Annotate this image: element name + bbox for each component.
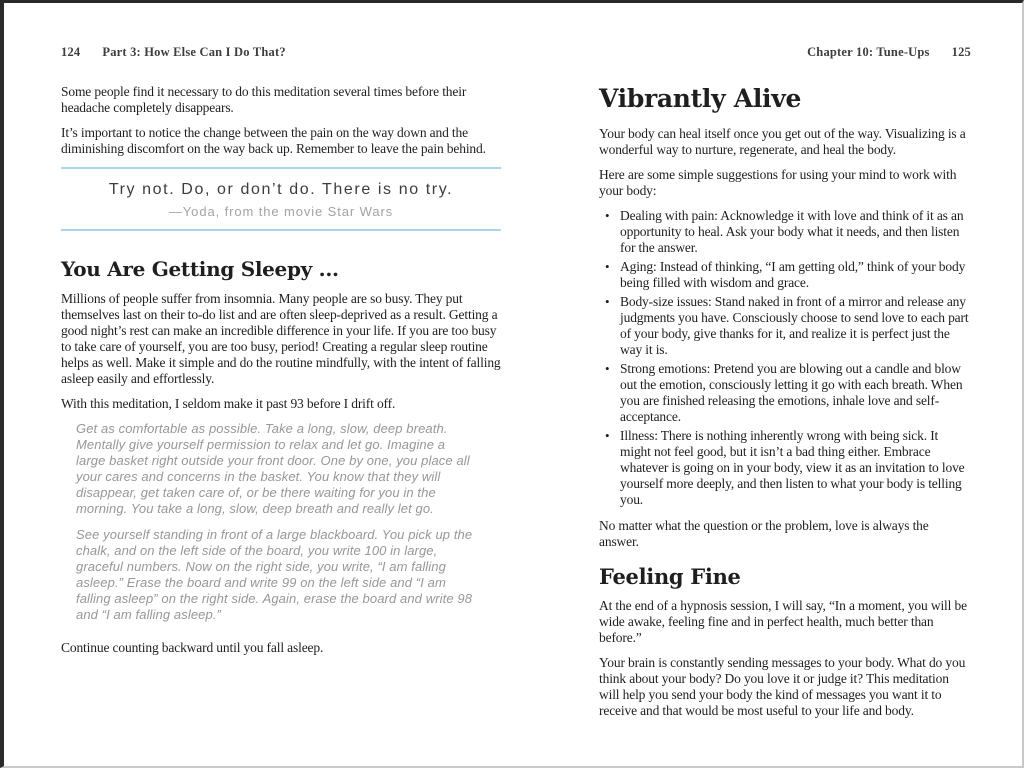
page-number-left: 124 bbox=[61, 45, 81, 59]
paragraph: With this meditation, I seldom make it past 93 before I drift off. bbox=[61, 396, 396, 411]
section-heading-sleepy: You Are Getting Sleepy ... bbox=[61, 257, 339, 281]
list-item: • Body-size issues: Stand naked in front of a mirror and release any judgments you have. Consciously choose to send love to each part of your body, give thanks for it, and realize it is perfect just the way it is. bbox=[617, 294, 971, 358]
section-heading-feeling-fine: Feeling Fine bbox=[599, 564, 741, 589]
list-item: • Illness: There is nothing inherently wrong with being sick. It might not feel good, but it isn’t a bad thing either. Embrace whatever is going on in your body, view it as an invitation to love yourself more deeply, and then listen to what your body is telling you. bbox=[617, 428, 971, 508]
section-heading-vibrantly-alive: Vibrantly Alive bbox=[599, 84, 802, 113]
paragraph: It’s important to notice the change between the pain on the way down and the diminishing discomfort on the way back up. Remember to leave the pain behind. bbox=[61, 125, 486, 156]
paragraph: No matter what the question or the problem, love is always the answer. bbox=[599, 518, 929, 549]
left-page bbox=[61, 45, 501, 665]
paragraph: Some people find it necessary to do this meditation several times before their headache completely disappears. bbox=[61, 84, 467, 115]
pull-quote-text: Try not. Do, or don’t do. There is no try. bbox=[108, 181, 454, 198]
pull-quote bbox=[61, 167, 501, 231]
suggestions-list bbox=[601, 208, 971, 508]
pull-quote-attribution: —Yoda, from the movie Star Wars bbox=[168, 204, 394, 219]
right-page bbox=[599, 45, 971, 728]
running-header-right bbox=[599, 45, 971, 60]
paragraph: Your brain is constantly sending messages to your body. What do you think about your body? Do you love it or judge it? This meditation will help you send your body the kind of messages you want it to receive and that would be most useful to your life and body. bbox=[599, 655, 966, 718]
list-item: • Aging: Instead of thinking, “I am getting old,” think of your body being filled with wisdom and grace. bbox=[617, 259, 971, 291]
paragraph: Here are some simple suggestions for using your mind to work with your body: bbox=[599, 167, 957, 198]
running-header-left-text: Part 3: How Else Can I Do That? bbox=[102, 45, 286, 59]
paragraph: At the end of a hypnosis session, I will say, “In a moment, you will be wide awake, feeling fine and in perfect health, much better than before.” bbox=[599, 598, 967, 645]
page-number-right: 125 bbox=[951, 45, 971, 59]
running-header-right-text: Chapter 10: Tune-Ups bbox=[807, 45, 930, 59]
paragraph: Millions of people suffer from insomnia. Many people are so busy. They put themselves last on their to-do list and are often sleep-deprived as a result. Getting a good night’s rest can make an incredible difference in your life. If you are too busy to take care of yourself, you are too busy, period! Creating a regular sleep routine helps as well. Make it simple and do the routine mindfully, with the intent of falling asleep easily and effortlessly. bbox=[61, 291, 501, 386]
paragraph: Your body can heal itself once you get out of the way. Visualizing is a wonderful way to nurture, regenerate, and heal the body. bbox=[599, 126, 966, 157]
paragraph: Continue counting backward until you fall asleep. bbox=[61, 640, 324, 655]
meditation-script-paragraph: Get as comfortable as possible. Take a long, slow, deep breath. Mentally give yourself permission to relax and let go. Imagine a large basket right outside your front door. One by one, you place all your cares and concerns in the basket. You know that they will disappear, get taken care of, or be there waiting for you in the morning. You take a long, slow, deep breath and really let go. bbox=[76, 421, 470, 516]
running-header-left bbox=[61, 45, 501, 60]
list-item: • Strong emotions: Pretend you are blowing out a candle and blow out the emotion, consciously letting it go with each breath. When you are finished releasing the emotions, inhale love and self-acceptance. bbox=[617, 361, 971, 425]
list-item: • Dealing with pain: Acknowledge it with love and think of it as an opportunity to heal. Ask your body what it needs, and then listen for the answer. bbox=[617, 208, 971, 256]
meditation-script-paragraph: See yourself standing in front of a large blackboard. You pick up the chalk, and on the left side of the board, you write 100 in large, graceful numbers. Now on the right side, you write, “I am falling asleep.” Erase the board and write 99 on the left side and “I am falling asleep” on the right side. Again, erase the board and write 98 and “I am falling asleep.” bbox=[76, 527, 473, 622]
